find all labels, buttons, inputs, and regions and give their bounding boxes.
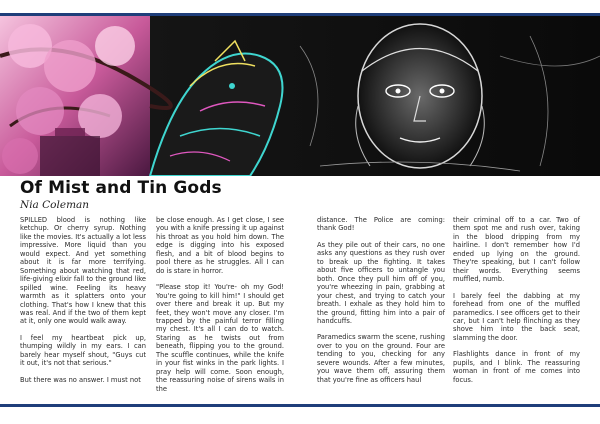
author-byline: Nia Coleman [20, 199, 90, 211]
paragraph: SPILLED blood is nothing like ketchup. Or cherry syrup. Nothing like the movies. It's actually a lot less impressive. More liquid than you would expect. And yet something about it is far more terrifying. Something about watching that red, life-giving elixir fall to the ground like spilled wine. Feeling its heavy warmth as it splatters onto your clothing. That's how I knew that this was real. And if the two of them kept at it, only one would walk away. [20, 216, 146, 326]
paragraph: I barely feel the dabbing at my forehead from one of the muffled paramedics. I see officers get to their car, but I can't help flinching as they shove him into the back seat, slamming the door. [453, 291, 580, 342]
cherry-blossom-illustration [0, 16, 171, 176]
text-column-3 [317, 216, 445, 392]
paragraph: Paramedics swarm the scene, rushing over to you on the ground. Four are tending to you, checking for any severe wounds. After a few minutes, you wave them off, assuring them that you're fine as officers haul [317, 333, 445, 384]
paragraph: Flashlights dance in front of my pupils, and I blink. The reassuring woman in front of me comes into focus. [453, 350, 580, 384]
bottom-rule [0, 404, 600, 407]
paragraph: "Please stop it! You're- oh my God! You're going to kill him!" I should get over there and break it up. But my feet, they won't move any closer. I'm trapped by the painful terror filling my chest. It's all I can do to watch. Staring as he twists out from beneath, flipping you to the ground. The scuffle continues, while the knife in your fist winks in the park lights. I pray help will come. Soon enough, the reassuring noise of sirens wails in the [156, 283, 284, 393]
paragraph: distance. The Police are coming: thank God! [317, 216, 445, 233]
text-column-4 [453, 216, 580, 392]
paragraph: be close enough. As I get close, I see you with a knife pressing it up against his throat as you hold him down. The edge is digging into his exposed flesh, and a bit of blood begins to pool there as he struggles. All I can do is stare in horror. [156, 216, 284, 275]
paragraph: But there was no answer. I must not [20, 375, 141, 384]
paragraph: I feel my heartbeat pick up, thumping wildly in my ears. I can barely hear myself shout, "Guys cut it out, it's not that serious." [20, 333, 146, 368]
text-column-2 [156, 216, 284, 401]
paragraph: their criminal off to a car. Two of them spot me and rush over, taking in the blood dripping from my hairline. I don't remember how I'd ended up lying on the ground. They're speaking, but I can't follow their words. Everything seems muffled, numb. [453, 216, 580, 284]
paragraph: As they pile out of their cars, no one asks any questions as they rush over to break up the fighting. It takes about five officers to untangle you both. Once they pull him off of you, you're wheezing in pain, grabbing at your chest, and trying to catch your breath. I exhale as they hold him to the ground, fitting him into a pair of handcuffs. [317, 240, 445, 325]
banner-artwork [0, 16, 600, 176]
story-title: Of Mist and Tin Gods [20, 178, 222, 198]
text-column-1 [20, 216, 146, 392]
